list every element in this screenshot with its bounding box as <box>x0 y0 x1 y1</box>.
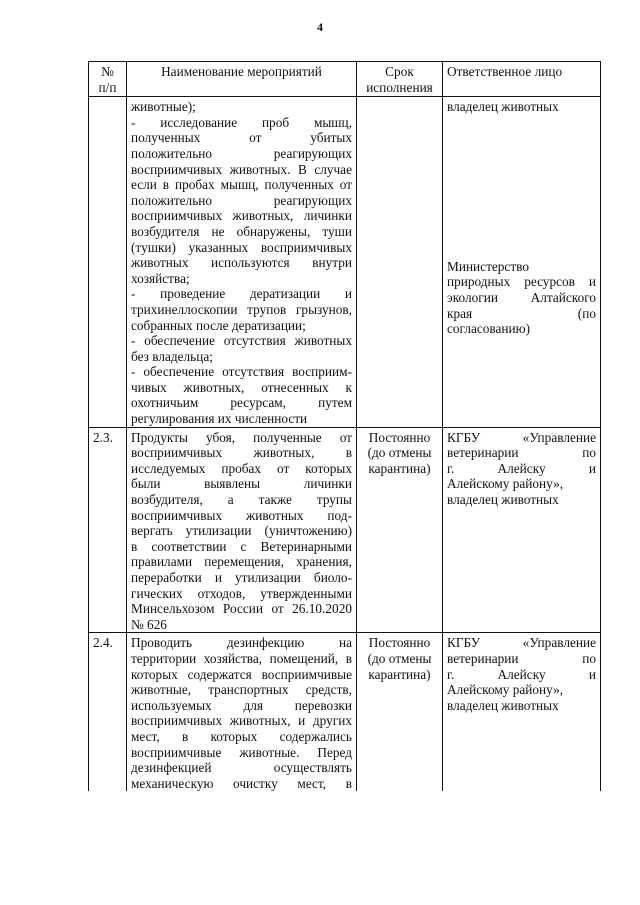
row-responsible <box>443 427 601 633</box>
header-term-line1: Срок <box>385 64 414 79</box>
table-header-row <box>89 62 601 97</box>
responsible-line: края (по <box>447 305 596 321</box>
responsible-line: владелец животных <box>447 697 559 713</box>
row-number: 2.3. <box>89 427 127 633</box>
header-number-line2: п/п <box>98 79 117 95</box>
text-line: - обеспечение отсутствия животных <box>131 333 352 349</box>
text-line: в соответствии с Ветеринарными <box>131 538 352 554</box>
text-line: восприимчивые животные. Перед <box>131 744 352 760</box>
measures-table <box>88 61 601 791</box>
responsible-line: Алейскому району», <box>447 682 564 698</box>
table-row <box>89 427 601 633</box>
text-line: охотничьим ресурсам, путем <box>131 395 352 411</box>
row-term <box>357 633 443 791</box>
text-line: восприимчивых животных, в <box>131 445 352 461</box>
text-line: вергать утилизации (уничтожению) <box>131 523 352 539</box>
text-line: которых содержатся восприимчивые <box>131 666 352 682</box>
table-row <box>89 97 601 427</box>
text-line: хозяйства; <box>131 270 190 286</box>
row-term <box>357 97 443 427</box>
header-term <box>357 62 443 97</box>
row-responsible <box>443 633 601 791</box>
header-number-line1: № <box>101 64 114 79</box>
responsible-line: Министерство <box>447 258 529 274</box>
row-responsible <box>443 97 601 427</box>
term-line: карантина) <box>368 666 431 682</box>
text-line: восприимчивых животных, и других <box>131 713 352 729</box>
text-line: переработки и утилизации биоло- <box>131 570 352 585</box>
responsible-line: природных ресурсов и <box>447 274 596 290</box>
spacer <box>447 115 596 259</box>
text-line: регулирования их численности <box>131 411 308 427</box>
row-number: 2.4. <box>89 633 127 791</box>
responsible-line: КГБУ «Управление <box>447 635 596 651</box>
text-line: мест, в которых содержались <box>131 728 352 744</box>
text-line: Минсельхозом России от 26.10.2020 <box>131 601 352 617</box>
responsible-line: согласованию) <box>447 321 531 337</box>
header-name: Наименование мероприятий <box>127 62 357 97</box>
row-measure-text <box>127 633 357 791</box>
text-line: восприимчивых животных под- <box>131 507 352 523</box>
responsible-line: КГБУ «Управление <box>447 429 596 445</box>
text-line: Продукты убоя, полученные от <box>131 429 352 445</box>
text-line: собранных после дератизации; <box>131 317 306 333</box>
responsible-line: ветеринарии по <box>447 445 596 461</box>
responsible-line: Алейскому району», <box>447 476 564 492</box>
text-line: (тушки) указанных восприимчивых <box>131 239 352 255</box>
text-line: - исследование проб мышц, <box>131 114 352 130</box>
responsible-line: г. Алейску и <box>447 460 596 476</box>
responsible-line: ветеринарии по <box>447 650 596 666</box>
text-line: положительно реагирующих <box>131 192 352 208</box>
term-line: (до отмены <box>367 445 432 461</box>
text-line: трихинеллоскопии трупов грызунов, <box>131 301 352 317</box>
header-responsible: Ответственное лицо <box>443 62 601 97</box>
term-line: Постоянно <box>368 635 431 651</box>
text-line: восприимчивых животных. В случае <box>131 161 352 177</box>
term-line: (до отмены <box>367 650 432 666</box>
text-line: территории хозяйства, помещений, в <box>131 650 352 666</box>
text-line: восприимчивых животных, личинки <box>131 208 352 224</box>
text-line: - обеспечение отсутствия восприим- <box>131 364 352 380</box>
text-line: чивых животных, отнесенных к <box>131 379 352 395</box>
responsible-line: экологии Алтайского <box>447 289 596 305</box>
responsible-line: владелец животных <box>447 99 559 115</box>
text-line: животные, транспортных средств, <box>131 682 352 698</box>
term-line: Постоянно <box>368 429 431 445</box>
text-line: механическую очистку мест, в <box>131 775 352 791</box>
text-line: Проводить дезинфекцию на <box>131 635 352 651</box>
text-line: возбудителя не обнаружены, туши <box>131 223 352 239</box>
text-line: без владельца; <box>131 348 213 364</box>
row-measure-text <box>127 97 357 427</box>
text-line: животных используются внутри <box>131 255 352 271</box>
text-line: были выявлены личинки <box>131 476 352 492</box>
row-term <box>357 427 443 633</box>
text-line: если в пробах мышц, полученных от <box>131 177 352 193</box>
text-line: № 626 <box>131 616 167 632</box>
text-line: дезинфекцией осуществлять <box>131 760 352 776</box>
table-row <box>89 633 601 791</box>
text-line: возбудителя, а также трупы <box>131 492 352 508</box>
text-line: - проведение дератизации и <box>131 286 352 302</box>
responsible-line: г. Алейску и <box>447 666 596 682</box>
page-number: 4 <box>317 20 323 34</box>
text-line: правилами перемещения, хранения, <box>131 554 352 570</box>
header-term-line2: исполнения <box>366 79 433 95</box>
term-line: карантина) <box>368 460 431 476</box>
row-measure-text <box>127 427 357 633</box>
text-line: используемых для перевозки <box>131 697 352 713</box>
text-line: гических отходов, утвержденными <box>131 585 352 601</box>
text-line: исследуемых пробах от которых <box>131 460 352 476</box>
text-line: животные); <box>131 99 196 115</box>
header-number <box>89 62 127 97</box>
text-line: полученных от убитых <box>131 130 352 146</box>
responsible-line: владелец животных <box>447 492 559 508</box>
row-number <box>89 97 127 427</box>
text-line: положительно реагирующих <box>131 145 352 161</box>
